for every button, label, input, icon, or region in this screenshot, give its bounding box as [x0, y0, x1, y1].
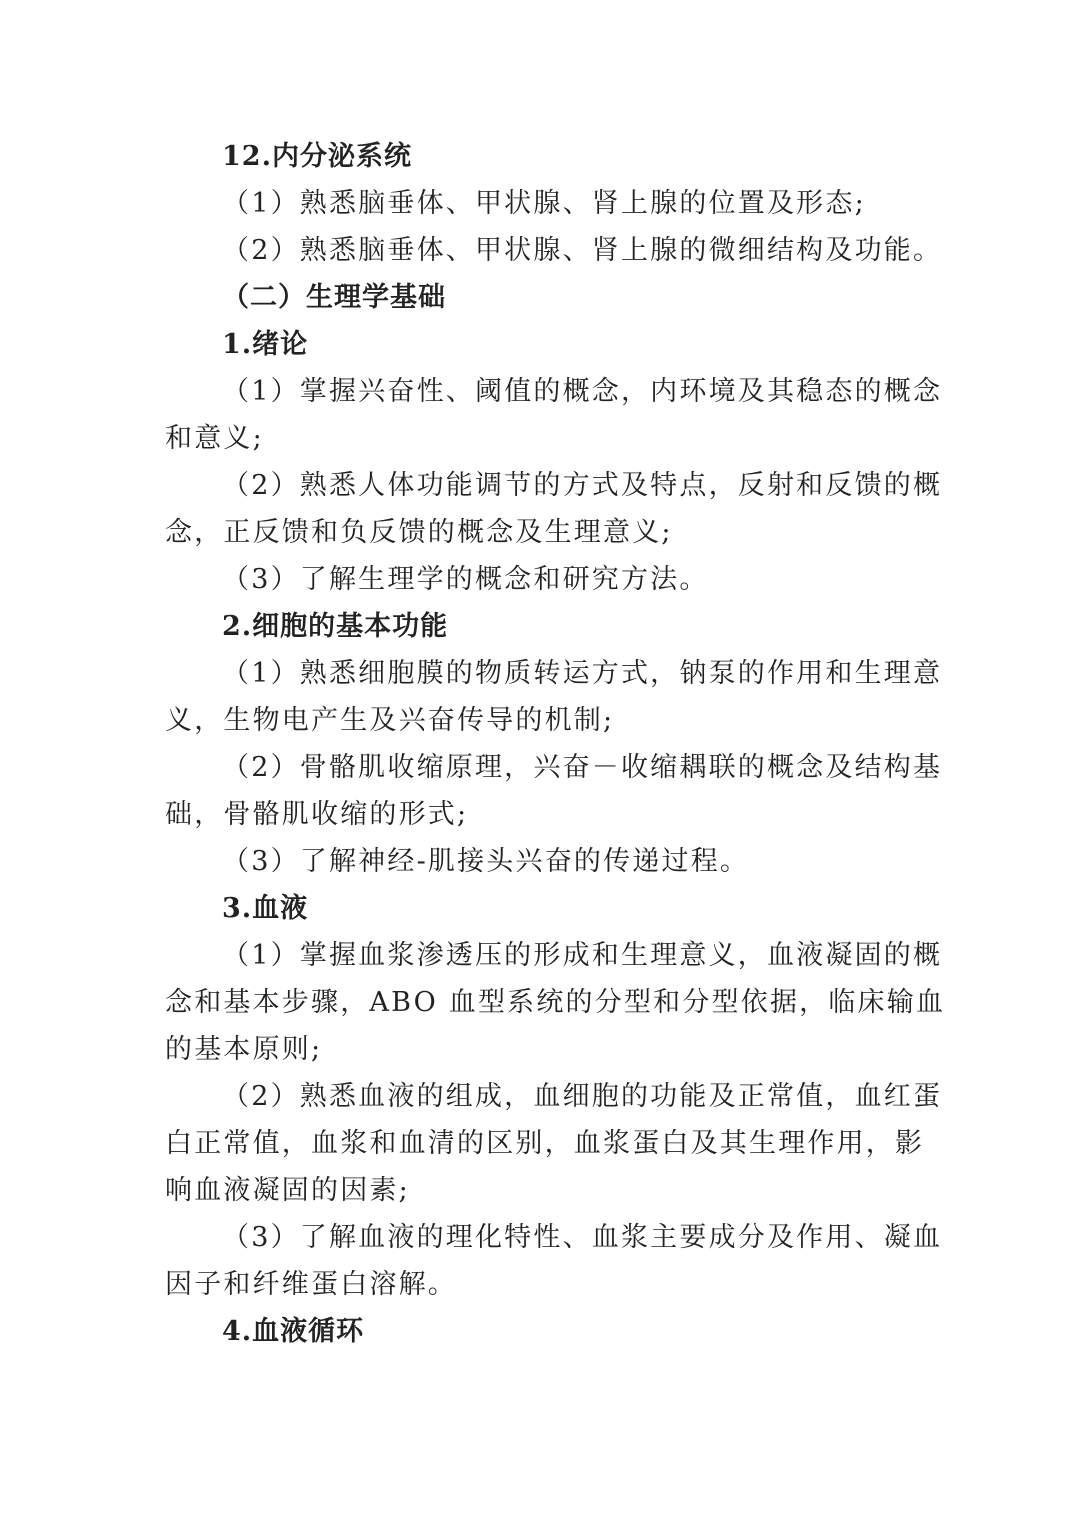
paragraph-line: （3）了解生理学的概念和研究方法。	[222, 564, 709, 595]
paragraph-line: （2）熟悉脑垂体、甲状腺、肾上腺的微细结构及功能。	[222, 235, 943, 266]
paragraph-line: 响血液凝固的因素;	[165, 1175, 410, 1206]
paragraph-line: （2）骨骼肌收缩原理，兴奋－收缩耦联的概念及结构基	[222, 752, 943, 783]
paragraph-line: （2）熟悉人体功能调节的方式及特点，反射和反馈的概	[222, 470, 943, 501]
paragraph-line: 的基本原则;	[165, 1034, 323, 1065]
heading-introduction: 1.绪论	[222, 329, 309, 360]
document-content	[165, 133, 946, 1355]
paragraph-line: （1）掌握兴奋性、阈值的概念，内环境及其稳态的概念	[222, 376, 943, 407]
paragraph-line: 白正常值，血浆和血清的区别，血浆蛋白及其生理作用，影	[165, 1128, 925, 1159]
paragraph-line: （1）熟悉细胞膜的物质转运方式，钠泵的作用和生理意	[222, 658, 943, 689]
heading-cell-function: 2.细胞的基本功能	[222, 611, 449, 642]
paragraph-line: （3）了解血液的理化特性、血浆主要成分及作用、凝血	[222, 1222, 943, 1253]
paragraph-line: （2）熟悉血液的组成，血细胞的功能及正常值，血红蛋	[222, 1081, 943, 1112]
heading-blood: 3.血液	[222, 893, 309, 924]
heading-endocrine-system: 12.内分泌系统	[222, 141, 412, 172]
section-heading-physiology: （二）生理学基础	[222, 282, 446, 313]
paragraph-line: 念，正反馈和负反馈的概念及生理意义;	[165, 517, 673, 548]
paragraph-line: （1）熟悉脑垂体、甲状腺、肾上腺的位置及形态;	[222, 188, 866, 219]
paragraph-line: 和意义;	[165, 423, 264, 454]
paragraph-line: 础，骨骼肌收缩的形式;	[165, 799, 469, 830]
paragraph-line: （1）掌握血浆渗透压的形成和生理意义，血液凝固的概	[222, 940, 943, 971]
paragraph-line: 因子和纤维蛋白溶解。	[165, 1269, 457, 1300]
paragraph-line: （3）了解神经-肌接头兴奋的传递过程。	[222, 846, 750, 877]
heading-blood-circulation: 4.血液循环	[222, 1316, 365, 1347]
paragraph-line: 念和基本步骤，ABO 血型系统的分型和分型依据，临床输血	[165, 987, 946, 1018]
paragraph-line: 义，生物电产生及兴奋传导的机制;	[165, 705, 615, 736]
